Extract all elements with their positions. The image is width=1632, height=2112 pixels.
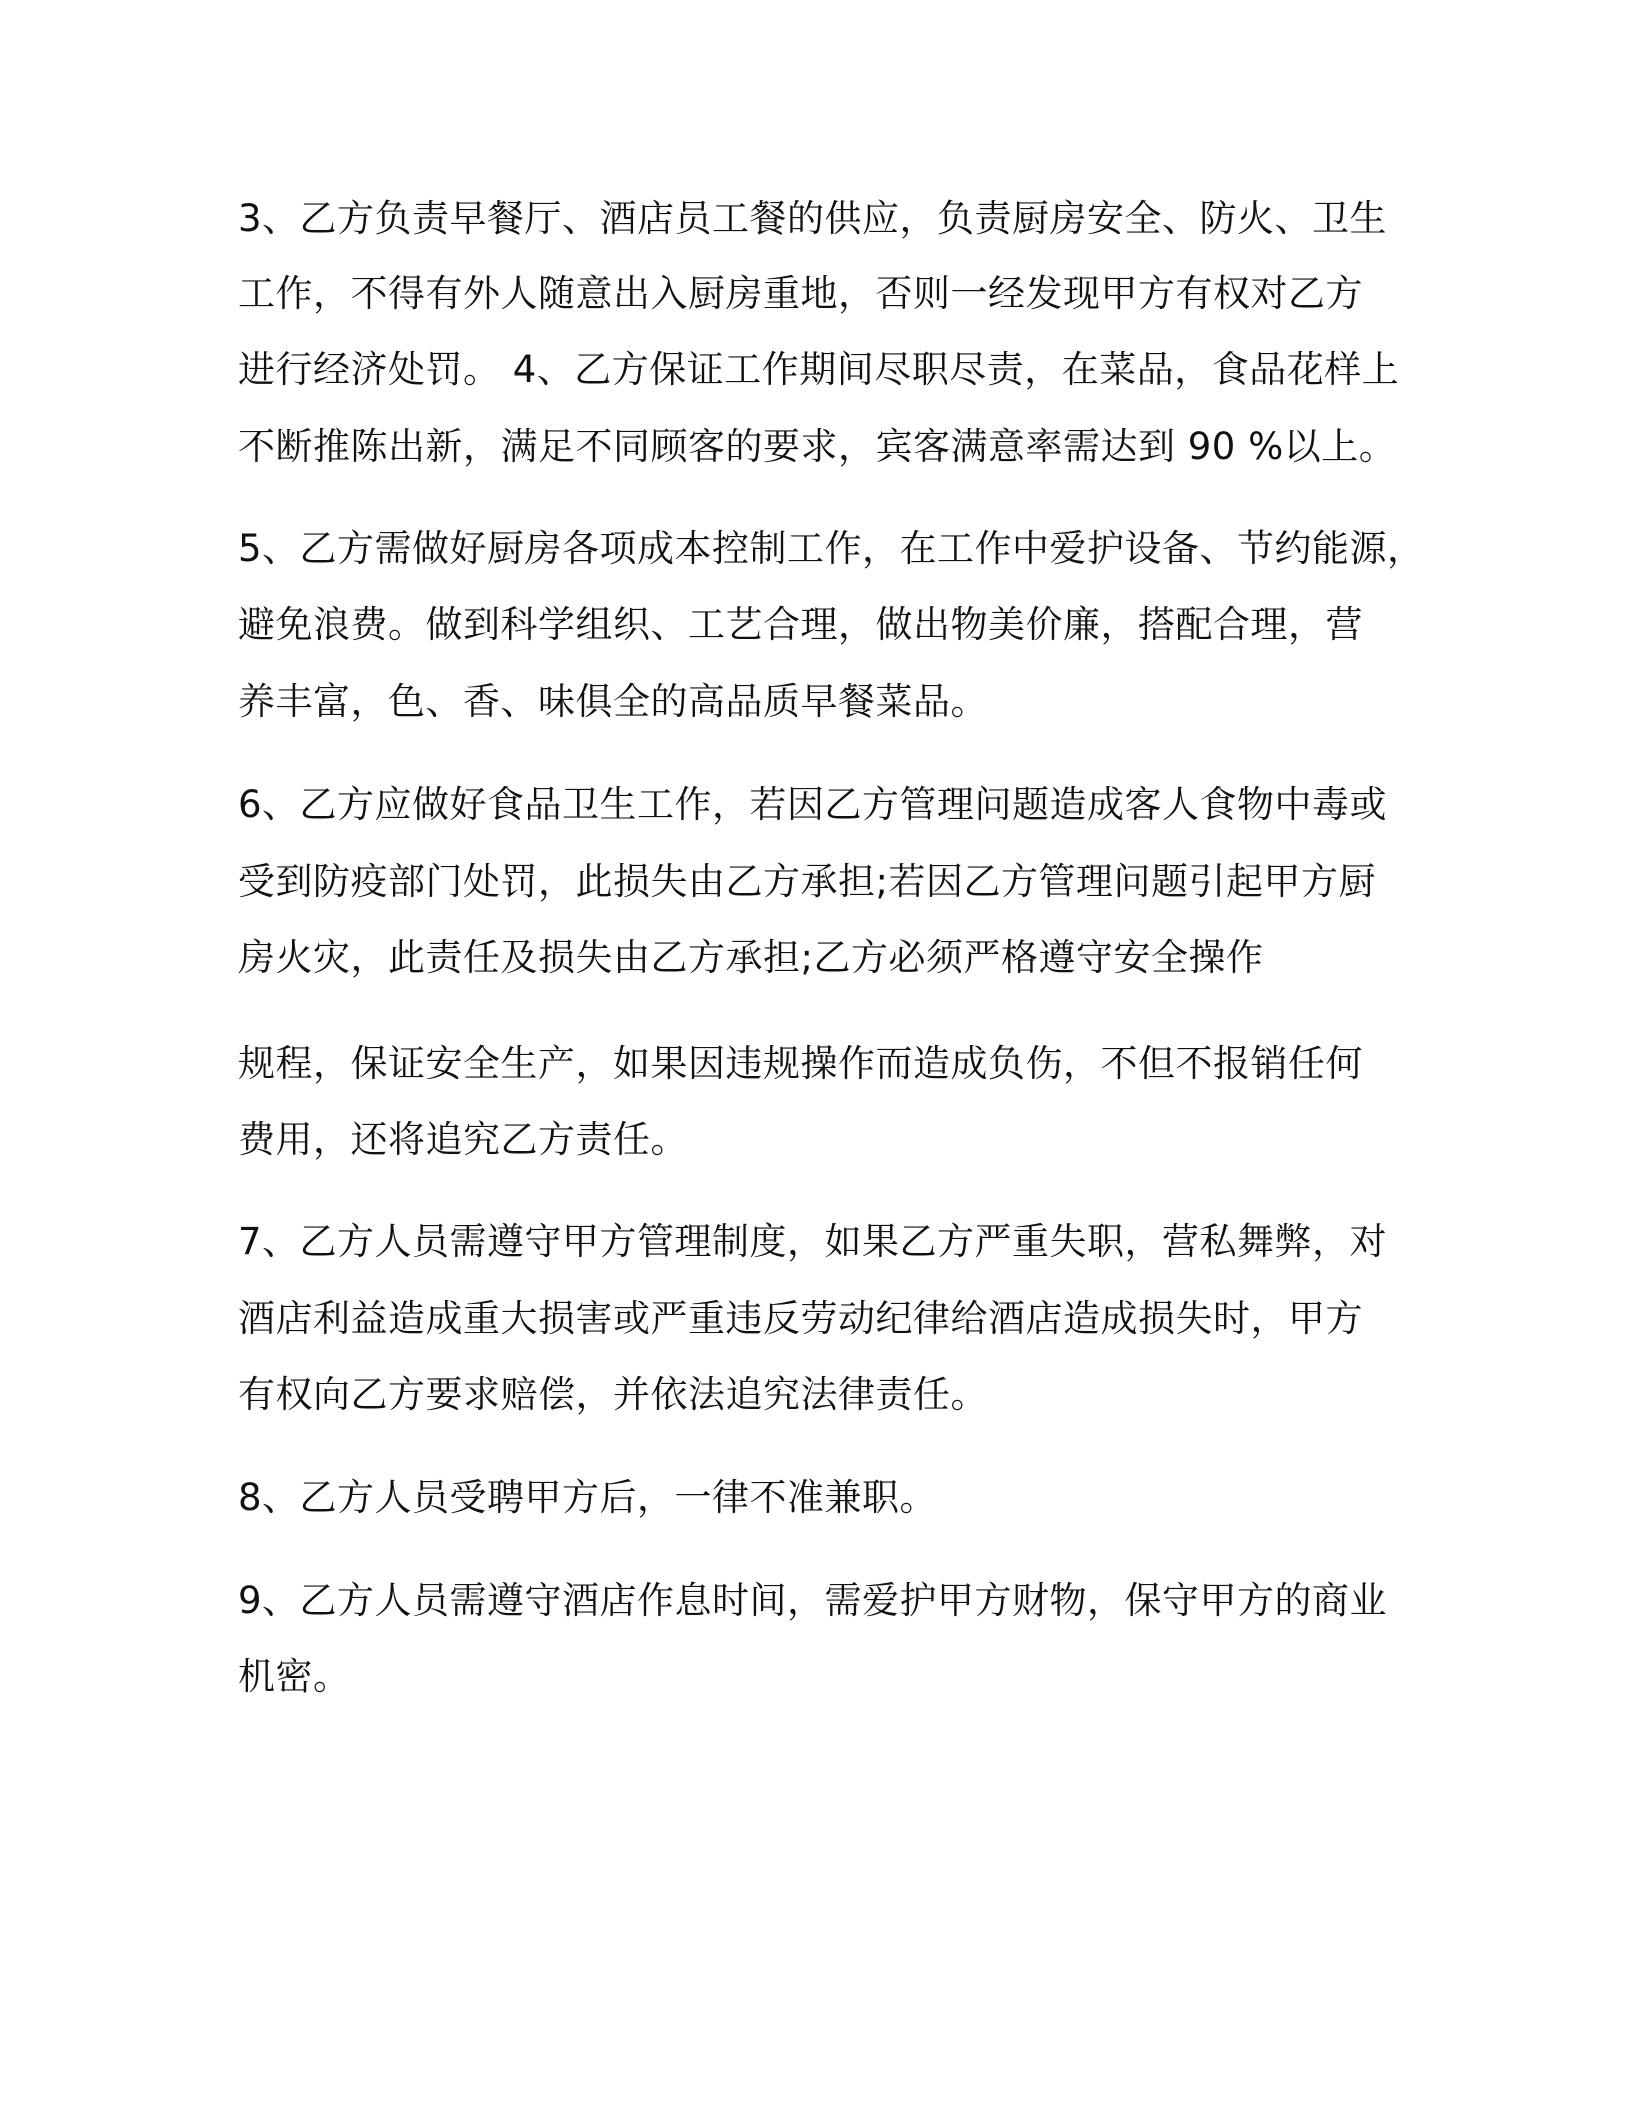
text-line: 不断推陈出新，满足不同顾客的要求，宾客满意率需达到 90 %以上。 xyxy=(238,425,1397,468)
text-line: 避免浪费。做到科学组织、工艺合理，做出物美价廉，搭配合理，营 xyxy=(238,603,1363,646)
text-line: 养丰富，色、香、味俱全的高品质早餐菜品。 xyxy=(238,680,988,723)
text-line: 7、乙方人员需遵守甲方管理制度，如果乙方严重失职，营私舞弊，对 xyxy=(238,1220,1388,1263)
text-line: 5、乙方需做好厨房各项成本控制工作，在工作中爱护设备、节约能源， xyxy=(238,527,1425,570)
text-line: 机密。 xyxy=(238,1655,351,1698)
text-line: 6、乙方应做好食品卫生工作，若因乙方管理问题造成客人食物中毒或 xyxy=(238,783,1388,826)
text-line: 房火灾，此责任及损失由乙方承担;乙方必须严格遵守安全操作 xyxy=(238,936,1264,979)
text-line: 8、乙方人员受聘甲方后，一律不准兼职。 xyxy=(238,1476,938,1519)
text-line: 3、乙方负责早餐厅、酒店员工餐的供应，负责厨房安全、防火、卫生 xyxy=(238,197,1388,240)
text-line: 有权向乙方要求赔偿，并依法追究法律责任。 xyxy=(238,1373,988,1416)
text-line: 工作，不得有外人随意出入厨房重地，否则一经发现甲方有权对乙方 xyxy=(238,272,1363,315)
text-line: 进行经济处罚。 4、乙方保证工作期间尽职尽责，在菜品，食品花样上 xyxy=(238,348,1400,391)
text-line: 酒店利益造成重大损害或严重违反劳动纪律给酒店造成损失时，甲方 xyxy=(238,1297,1363,1340)
text-line: 规程，保证安全生产，如果因违规操作而造成负伤，不但不报销任何 xyxy=(238,1042,1363,1085)
text-line: 受到防疫部门处罚，此损失由乙方承担;若因乙方管理问题引起甲方厨 xyxy=(238,860,1376,903)
text-line: 费用，还将追究乙方责任。 xyxy=(238,1118,688,1161)
text-line: 9、乙方人员需遵守酒店作息时间，需爱护甲方财物，保守甲方的商业 xyxy=(238,1579,1388,1622)
